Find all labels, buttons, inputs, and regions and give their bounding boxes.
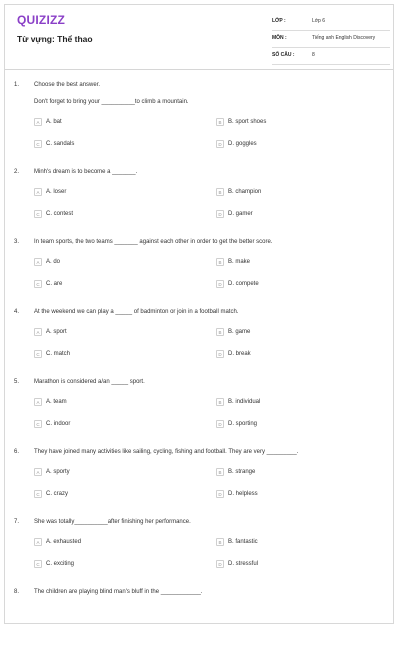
option-label: D. goggles bbox=[228, 141, 257, 147]
question-text: Don't forget to bring your __________to climb a mountain. bbox=[34, 99, 189, 105]
option-label: B. individual bbox=[228, 399, 261, 405]
option-letter-box[interactable]: D bbox=[216, 490, 224, 498]
question-text: Choose the best answer. bbox=[34, 82, 101, 88]
option-letter-box[interactable]: A bbox=[34, 118, 42, 126]
quizizz-logo: QUIZIZZ bbox=[17, 13, 66, 27]
meta-key: MÔN : bbox=[272, 35, 287, 41]
question-item bbox=[0, 437, 400, 507]
question-item bbox=[0, 507, 400, 577]
meta-row-count bbox=[272, 48, 390, 65]
answer-option-d[interactable] bbox=[216, 418, 257, 430]
option-label: A. sport bbox=[46, 329, 67, 335]
answer-option-a[interactable] bbox=[34, 256, 60, 268]
option-label: A. exhausted bbox=[46, 539, 82, 545]
meta-key: LỚP : bbox=[272, 18, 286, 24]
worksheet-meta bbox=[272, 14, 390, 65]
question-item bbox=[0, 297, 400, 367]
option-label: A. bat bbox=[46, 119, 62, 125]
option-label: C. indoor bbox=[46, 421, 71, 427]
meta-row-class bbox=[272, 14, 390, 31]
option-letter-box[interactable]: A bbox=[34, 538, 42, 546]
question-text: The children are playing blind man's bluff in the ____________. bbox=[34, 589, 203, 595]
option-label: D. break bbox=[228, 351, 251, 357]
question-number: 8. bbox=[14, 589, 20, 595]
option-label: C. sandals bbox=[46, 141, 75, 147]
option-letter-box[interactable]: C bbox=[34, 420, 42, 428]
answer-option-b[interactable] bbox=[216, 466, 255, 478]
option-letter-box[interactable]: D bbox=[216, 140, 224, 148]
option-label: C. match bbox=[46, 351, 71, 357]
meta-value: Lớp 6 bbox=[312, 18, 326, 24]
option-label: A. do bbox=[46, 259, 61, 265]
option-letter-box[interactable]: C bbox=[34, 350, 42, 358]
option-letter-box[interactable]: D bbox=[216, 420, 224, 428]
option-letter-box[interactable]: D bbox=[216, 210, 224, 218]
answer-option-b[interactable] bbox=[216, 116, 266, 128]
option-label: B. make bbox=[228, 259, 251, 265]
question-item bbox=[0, 70, 400, 147]
answer-option-d[interactable] bbox=[216, 208, 253, 220]
answer-option-a[interactable] bbox=[34, 326, 67, 338]
option-label: A. sporty bbox=[46, 469, 70, 475]
answer-option-c[interactable] bbox=[34, 208, 73, 220]
option-letter-box[interactable]: D bbox=[216, 350, 224, 358]
option-letter-box[interactable]: A bbox=[34, 188, 42, 196]
option-letter-box[interactable]: C bbox=[34, 140, 42, 148]
question-text: In team sports, the two teams _______ against each other in order to get the better score. bbox=[34, 239, 273, 245]
answer-option-b[interactable] bbox=[216, 536, 258, 548]
option-letter-box[interactable]: D bbox=[216, 280, 224, 288]
answer-option-c[interactable] bbox=[34, 558, 74, 570]
option-label: D. sporting bbox=[228, 421, 258, 427]
option-label: C. crazy bbox=[46, 491, 69, 497]
question-text: Marathon is considered a/an _____ sport. bbox=[34, 379, 145, 385]
answer-option-c[interactable] bbox=[34, 348, 70, 360]
answer-option-c[interactable] bbox=[34, 278, 62, 290]
meta-value: Tiếng anh English Discovery bbox=[312, 35, 376, 41]
option-letter-box[interactable]: A bbox=[34, 468, 42, 476]
answer-option-d[interactable] bbox=[216, 138, 257, 150]
answer-option-a[interactable] bbox=[34, 396, 67, 408]
option-letter-box[interactable]: B bbox=[216, 188, 224, 196]
option-letter-box[interactable]: B bbox=[216, 468, 224, 476]
option-label: D. helpless bbox=[228, 491, 258, 497]
worksheet-header bbox=[5, 5, 393, 70]
option-label: B. champion bbox=[228, 189, 262, 195]
option-letter-box[interactable]: B bbox=[216, 118, 224, 126]
option-label: D. gamer bbox=[228, 211, 253, 217]
option-letter-box[interactable]: B bbox=[216, 398, 224, 406]
question-item bbox=[0, 227, 400, 297]
answer-option-c[interactable] bbox=[34, 138, 74, 150]
option-letter-box[interactable]: C bbox=[34, 560, 42, 568]
answer-option-a[interactable] bbox=[34, 466, 70, 478]
question-item bbox=[0, 367, 400, 437]
answer-option-d[interactable] bbox=[216, 558, 258, 570]
option-label: B. sport shoes bbox=[228, 119, 267, 125]
worksheet-title: Từ vựng: Thể thao bbox=[17, 34, 93, 44]
question-number: 1. bbox=[14, 82, 20, 88]
answer-option-a[interactable] bbox=[34, 116, 62, 128]
option-label: D. stressful bbox=[228, 561, 259, 567]
option-letter-box[interactable]: B bbox=[216, 328, 224, 336]
option-label: A. loser bbox=[46, 189, 67, 195]
question-number: 6. bbox=[14, 449, 20, 455]
option-label: C. contest bbox=[46, 211, 74, 217]
option-letter-box[interactable]: A bbox=[34, 398, 42, 406]
option-letter-box[interactable]: C bbox=[34, 490, 42, 498]
answer-option-b[interactable] bbox=[216, 396, 260, 408]
question-text: At the weekend we can play a _____ of badminton or join in a football match. bbox=[34, 309, 239, 315]
option-label: C. are bbox=[46, 281, 63, 287]
answer-option-d[interactable] bbox=[216, 488, 258, 500]
question-item bbox=[0, 157, 400, 227]
option-label: B. fantastic bbox=[228, 539, 258, 545]
question-text: She was totally__________after finishing her performance. bbox=[34, 519, 191, 525]
question-text: Minh's dream is to become a _______. bbox=[34, 169, 138, 175]
answer-option-a[interactable] bbox=[34, 536, 81, 548]
question-number: 5. bbox=[14, 379, 20, 385]
answer-option-b[interactable] bbox=[216, 326, 250, 338]
option-letter-box[interactable]: A bbox=[34, 258, 42, 266]
option-label: C. exciting bbox=[46, 561, 75, 567]
option-label: A. team bbox=[46, 399, 67, 405]
question-number: 7. bbox=[14, 519, 20, 525]
meta-row-subject bbox=[272, 31, 390, 48]
option-letter-box[interactable]: B bbox=[216, 538, 224, 546]
answer-option-a[interactable] bbox=[34, 186, 66, 198]
meta-value: 8 bbox=[312, 52, 315, 58]
option-letter-box[interactable]: C bbox=[34, 280, 42, 288]
answer-option-b[interactable] bbox=[216, 186, 261, 198]
answer-option-d[interactable] bbox=[216, 278, 259, 290]
option-label: D. compete bbox=[228, 281, 259, 287]
answer-option-c[interactable] bbox=[34, 418, 70, 430]
option-label: B. strange bbox=[228, 469, 256, 475]
question-item bbox=[0, 577, 400, 647]
meta-key: SỐ CÂU : bbox=[272, 52, 295, 58]
answer-option-d[interactable] bbox=[216, 348, 251, 360]
question-text: They have joined many activities like sailing, cycling, fishing and football. They are very _________. bbox=[34, 449, 299, 455]
answer-option-b[interactable] bbox=[216, 256, 250, 268]
answer-option-c[interactable] bbox=[34, 488, 68, 500]
option-letter-box[interactable]: B bbox=[216, 258, 224, 266]
option-letter-box[interactable]: C bbox=[34, 210, 42, 218]
option-letter-box[interactable]: A bbox=[34, 328, 42, 336]
question-number: 4. bbox=[14, 309, 20, 315]
question-number: 3. bbox=[14, 239, 20, 245]
option-letter-box[interactable]: D bbox=[216, 560, 224, 568]
question-number: 2. bbox=[14, 169, 20, 175]
option-label: B. game bbox=[228, 329, 251, 335]
